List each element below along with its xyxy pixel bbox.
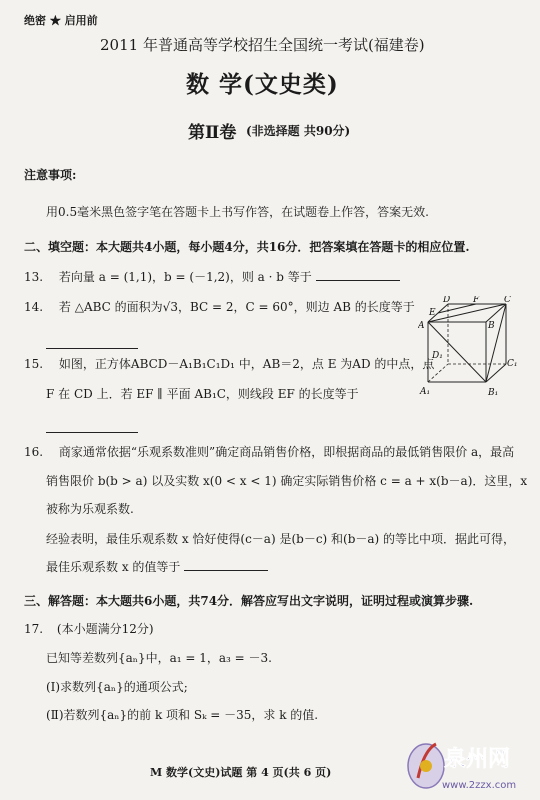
section-3-title: 三、解答题：本大题共6小题，共74分．解答应写出文字说明，证明过程或演算步骤.: [24, 594, 474, 608]
question-13: [24, 268, 400, 285]
volume-note: (非选择题 共90分): [246, 124, 351, 138]
question-14-text: 若 △ABC 的面积为√3，BC = 2，C = 60°，则边 AB 的长度等于: [58, 300, 415, 314]
question-17-part-1: (Ⅰ)求数列{aₙ}的通项公式;: [46, 680, 188, 694]
question-15-number: 15.: [24, 357, 44, 371]
vertex-label-b: B: [488, 321, 495, 331]
site-watermark: [404, 730, 538, 796]
question-17-part-2: (Ⅱ)若数列{aₙ}的前 k 项和 Sₖ = －35，求 k 的值.: [46, 708, 319, 722]
watermark-logo-icon: [404, 730, 538, 796]
vertex-label-c: C: [504, 296, 511, 305]
question-15-line-2: F 在 CD 上．若 EF ∥ 平面 AB₁C，则线段 EF 的长度等于: [46, 387, 359, 401]
notes-text: 用0.5毫米黑色签字笔在答题卡上书写作答，在试题卷上作答，答案无效.: [46, 205, 429, 219]
question-16: [24, 443, 514, 460]
question-13-text: 若向量 a = (1,1)，b = (－1,2)，则 a · b 等于: [58, 270, 312, 284]
vertex-label-b1: B₁: [488, 388, 499, 398]
question-13-number: 13.: [24, 270, 44, 284]
page-footer: M 数学(文史)试题 第 4 页(共 6 页): [150, 766, 332, 779]
question-15-line-1: 如图，正方体ABCD－A₁B₁C₁D₁ 中，AB＝2，点 E 为AD 的中点，点: [58, 357, 435, 371]
question-16-number: 16.: [24, 445, 44, 459]
secret-label: 绝密 ★ 启用前: [24, 14, 98, 27]
question-17-score: (本小题满分12分): [56, 622, 154, 636]
answer-blank-14: [46, 336, 138, 349]
answer-blank-14-row: [46, 334, 138, 353]
question-16-line-4: 经验表明，最佳乐观系数 x 恰好使得(c－a) 是(b－c) 和(b－a) 的等比中项．据此可得，: [46, 532, 516, 546]
vertex-label-e: E: [429, 308, 436, 318]
question-16-line-2: 销售限价 b(b > a) 以及实数 x(0 < x < 1) 确定实际销售价格 c = a + x(b－a)．这里，x: [46, 474, 528, 488]
question-17: [24, 620, 154, 637]
answer-blank-16: [184, 558, 268, 571]
answer-blank-13: [316, 268, 400, 281]
volume-title: 第Ⅱ卷: [188, 123, 237, 143]
vertex-label-d1: D₁: [432, 351, 443, 361]
hidden-edge: [428, 364, 448, 382]
section-2-title: 二、填空题：本大题共4小题，每小题4分，共16分．把答案填在答题卡的相应位置.: [24, 240, 470, 254]
answer-blank-15-row: [46, 418, 138, 437]
question-17-number: 17.: [24, 622, 44, 636]
question-14: [24, 298, 415, 315]
watermark-brand: 泉州网: [444, 747, 511, 772]
watermark-url: www.2zzx.com: [442, 780, 517, 791]
answer-blank-15: [46, 420, 138, 433]
edge: [486, 304, 506, 382]
question-16-line-1: 商家通常依据“乐观系数准则”确定商品销售价格，即根据商品的最低销售限价 a，最高: [58, 445, 515, 459]
vertex-label-d: D: [443, 296, 451, 305]
question-15: [24, 355, 434, 372]
question-16-line-3: 被称为乐观系数.: [46, 502, 134, 516]
question-17-given: 已知等差数列{aₙ}中，a₁ = 1，a₃ = －3.: [46, 651, 272, 665]
vertex-label-f: F: [473, 296, 480, 305]
question-16-line-5-row: [46, 558, 268, 575]
exam-title: 2011 年普通高等学校招生全国统一考试(福建卷): [100, 36, 425, 54]
question-16-line-5: 最佳乐观系数 x 的值等于: [46, 560, 181, 574]
vertex-label-c1: C₁: [507, 359, 518, 369]
notes-title: 注意事项:: [24, 168, 77, 182]
vertex-label-a1: A₁: [420, 387, 431, 397]
subject-title: 数 学(文史类): [186, 71, 339, 98]
question-14-number: 14.: [24, 300, 44, 314]
vertex-label-a: A: [418, 321, 425, 331]
cube-figure: [418, 296, 518, 406]
edge: [486, 364, 506, 382]
